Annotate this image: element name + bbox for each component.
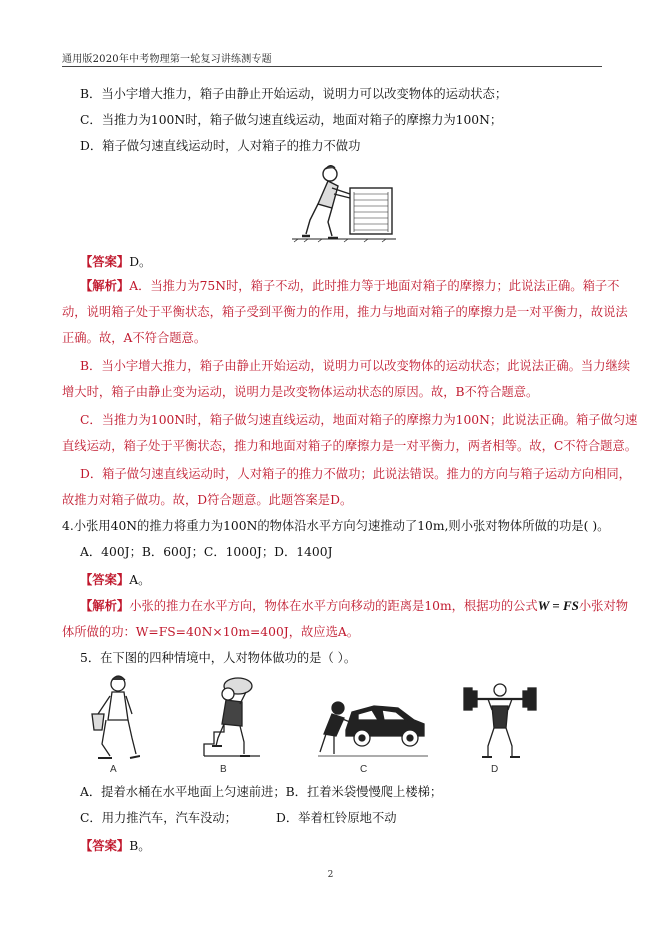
q4-answer: 【答案】A。 <box>80 572 151 587</box>
q3-analysis-line-8: D．箱子做匀速直线运动时，人对箱子的推力不做功；此说法错误。推力的方向与箱子运动方向相同， <box>80 467 631 481</box>
figure-label-d: D <box>491 764 499 775</box>
q3-analysis-line-2: 动，说明箱子处于平衡状态，箱子受到平衡力的作用，推力与地面对箱子的摩擦力是一对平衡力，故说法 <box>62 305 628 319</box>
figure-b-carrying-sack-upstairs <box>200 672 262 760</box>
q3-analysis-line-7: 直线运动，箱子处于平衡状态，推力和地面对箱子的摩擦力是一对平衡力，两者相等。故，C不符合题意。 <box>62 439 638 453</box>
q4-analysis-line-2: 体所做的功：W=FS=40N×10m=400J，故应选A。 <box>62 625 360 639</box>
q3-option-c: C．当推力为100N时，箱子做匀速直线运动，地面对箱子的摩擦力为100N； <box>80 113 503 127</box>
q5-option-d: D．举着杠铃原地不动 <box>276 811 397 825</box>
q5-answer: 【答案】B。 <box>80 838 151 853</box>
q3-analysis-line-4: B．当小宇增大推力，箱子由静止开始运动，说明力可以改变物体的运动状态；此说法正确。当力继续 <box>80 359 631 373</box>
page-number: 2 <box>327 870 334 880</box>
work-formula: W = FS <box>537 598 579 613</box>
figure-a-carrying-bucket <box>88 674 140 762</box>
figure-c-pushing-car <box>318 686 428 758</box>
page-header: 通用版2020年中考物理第一轮复习讲练测专题 <box>62 54 272 65</box>
q3-option-b: B．当小宇增大推力，箱子由静止开始运动，说明力可以改变物体的运动状态； <box>80 87 508 101</box>
q3-analysis-line-5: 增大时，箱子由静止变为运动，说明力是改变物体运动状态的原因。故，B不符合题意。 <box>62 385 539 399</box>
q3-answer: 【答案】D。 <box>80 254 152 269</box>
figure-d-holding-barbell <box>460 676 540 760</box>
q4-question: 4.小张用40N的推力将重力为100N的物体沿水平方向匀速推动了10m,则小张对物体所做的功是( )。 <box>62 519 610 533</box>
q3-analysis-line-1: 【解析】A．当推力为75N时，箱子不动，此时推力等于地面对箱子的摩擦力；此说法正确。箱子不 <box>80 278 620 293</box>
q4-analysis-line-1: 【解析】小张的推力在水平方向，物体在水平方向移动的距离是10m，根据功的公式W = FS小张对物 <box>80 598 629 613</box>
q5-option-c: C．用力推汽车，汽车没动； <box>80 811 237 825</box>
boy-pushing-box-illustration <box>288 160 398 245</box>
q5-options-ab: A．提着水桶在水平地面上匀速前进；B．扛着米袋慢慢爬上楼梯； <box>80 785 443 799</box>
figure-label-a: A <box>110 764 117 775</box>
q3-analysis-line-3: 正确。故，A不符合题意。 <box>62 331 207 345</box>
header-divider <box>62 66 602 67</box>
figure-label-b: B <box>220 764 227 775</box>
q4-options: A．400J；B．600J；C．1000J；D．1400J <box>80 545 333 559</box>
q3-analysis-line-9: 故推力对箱子做功。故，D符合题意。此题答案是D。 <box>62 493 353 507</box>
q5-question: 5．在下图的四种情境中，人对物体做功的是（ ）。 <box>80 651 357 665</box>
figure-label-c: C <box>360 764 368 775</box>
q3-analysis-line-6: C．当推力为100N时，箱子做匀速直线运动，地面对箱子的摩擦力为100N；此说法正确。箱子做匀速 <box>80 413 638 427</box>
q3-option-d: D．箱子做匀速直线运动时，人对箱子的推力不做功 <box>80 139 361 153</box>
